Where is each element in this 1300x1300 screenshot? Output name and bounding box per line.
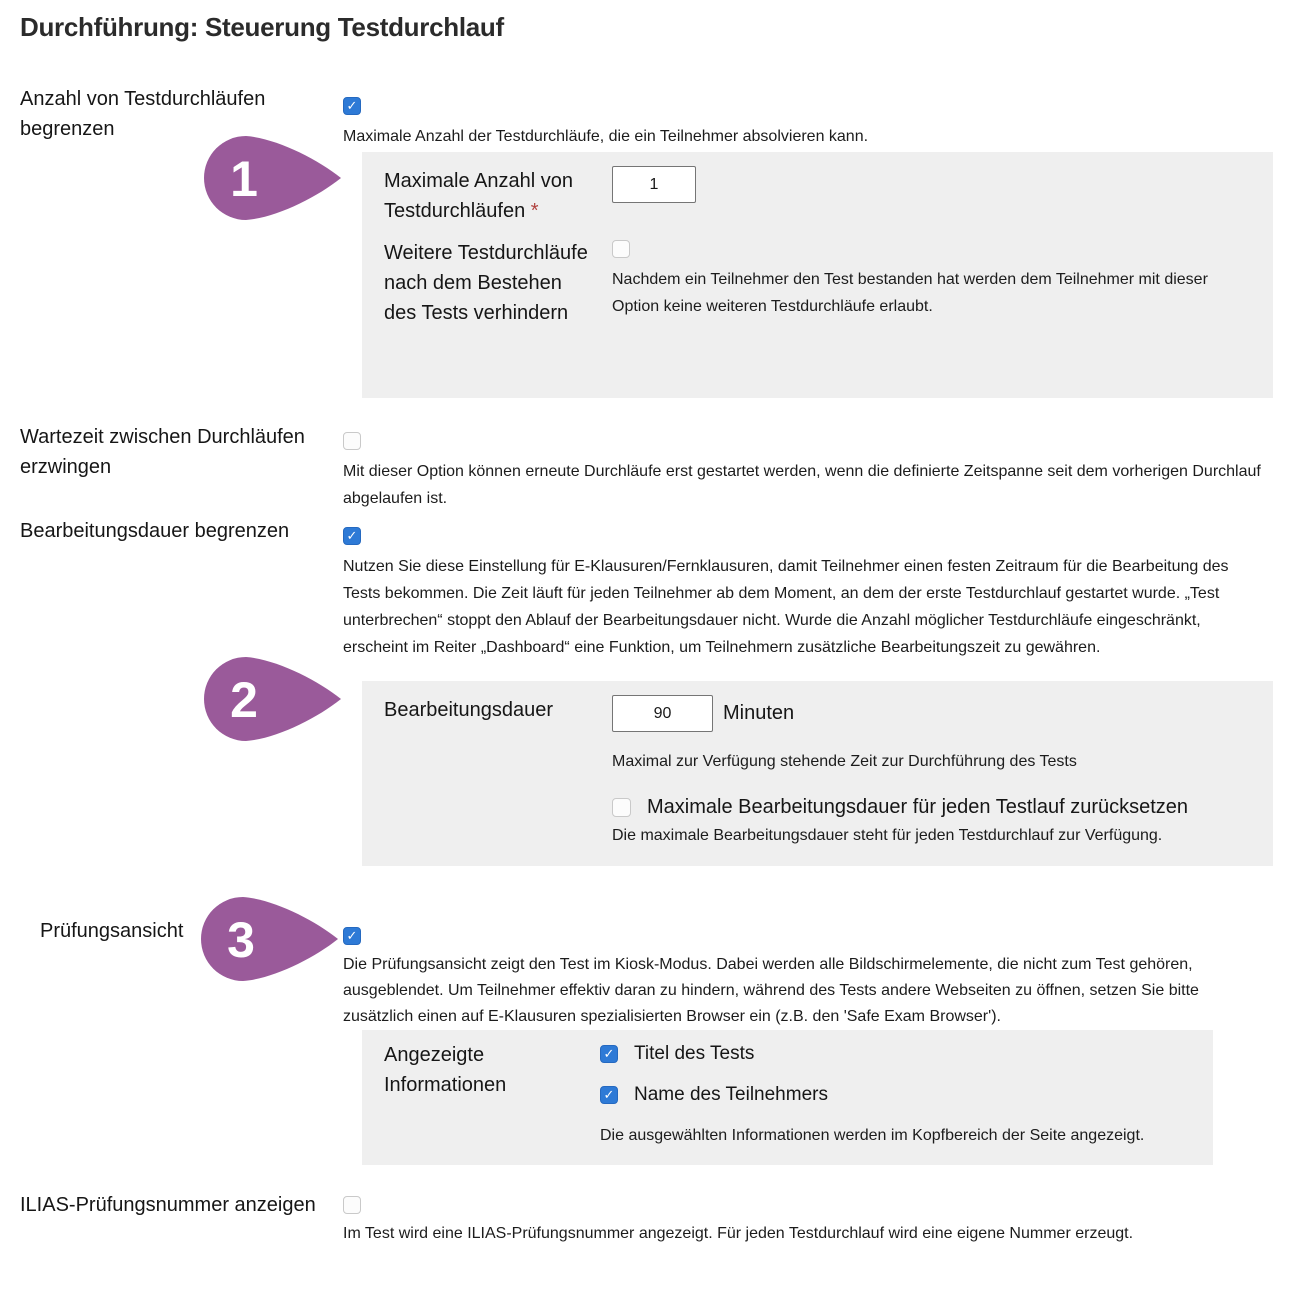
weitere-testdurchlaeufe-label: Weitere Testdurchläufe nach dem Bestehen des Tests verhindern (384, 242, 588, 324)
teardrop-pointer-icon (204, 136, 341, 220)
angezeigte-informationen-hint: Die ausgewählten Informationen werden im Kopfbereich der Seite angezeigt. (600, 1127, 1145, 1144)
teardrop-pointer-icon (201, 897, 338, 981)
pruefungsnummer-checkbox[interactable] (343, 1196, 361, 1214)
content-pruefungsnummer (343, 1190, 1265, 1247)
bearbeitungsdauer-checkbox[interactable] (343, 527, 361, 545)
wartezeit-description: Mit dieser Option können erneute Durchläufe erst gestartet werden, wenn die definierte Zeitspanne seit dem vorherigen Durchlauf abgelaufen ist. (343, 463, 1261, 507)
titel-des-tests-label: Titel des Tests (634, 1043, 755, 1064)
titel-des-tests-checkbox[interactable] (600, 1045, 618, 1063)
bearbeitungsdauer-description: Nutzen Sie diese Einstellung für E-Klausuren/Fernklausuren, damit Teilnehmer einen festen Zeitraum für die Bearbeitung des Tests bekommen. Die Zeit läuft für jeden Teilnehmer ab dem Moment, an dem der erste Testdurchlauf gestartet wurde. „Test unterbrechen“ stoppt den Ablauf der Bearbeitungsdauer nicht. Wurde die Anzahl möglicher Testdurchläufe eingeschränkt, erscheint im Reiter „Dashboard“ eine Funktion, um Teilnehmern zusätzliche Bearbeitungszeit zu gewähren. (343, 558, 1229, 656)
annotation-number: 1 (230, 151, 258, 207)
content-wartezeit (343, 422, 1265, 512)
teardrop-pointer-icon (204, 657, 341, 741)
label-bearbeitungsdauer: Bearbeitungsdauer begrenzen (20, 520, 290, 542)
annotation-number: 3 (227, 912, 255, 968)
annotation-badge-3 (200, 896, 340, 982)
required-asterisk: * (530, 200, 539, 222)
weitere-testdurchlaeufe-checkbox[interactable] (612, 240, 630, 258)
annotation-number: 2 (230, 672, 258, 728)
angezeigte-informationen-label: Angezeigte Informationen (384, 1044, 507, 1096)
content-pruefungsansicht (343, 916, 1265, 1030)
angezeigte-informationen-subpanel (362, 1030, 1213, 1165)
anzahl-begrenzen-description: Maximale Anzahl der Testdurchläufe, die ein Teilnehmer absolvieren kann. (343, 128, 869, 145)
content-anzahl-testdurchlaeufe (343, 84, 1265, 150)
label-pruefungsnummer: ILIAS-Prüfungsnummer anzeigen (20, 1194, 316, 1216)
anzahl-subpanel (362, 152, 1273, 398)
bearbeitungsdauer-subpanel (362, 681, 1273, 866)
anzahl-begrenzen-checkbox[interactable] (343, 97, 361, 115)
weitere-testdurchlaeufe-description: Nachdem ein Teilnehmer den Test bestanden hat werden dem Teilnehmer mit dieser Option keine weiteren Testdurchläufe erlaubt. (612, 271, 1208, 315)
minuten-unit-label: Minuten (723, 702, 795, 724)
label-wartezeit: Wartezeit zwischen Durchläufen erzwingen (20, 426, 305, 478)
bearbeitungsdauer-reset-hint: Die maximale Bearbeitungsdauer steht für jeden Testdurchlauf zur Verfügung. (612, 827, 1163, 844)
content-bearbeitungsdauer (343, 516, 1265, 661)
bearbeitungsdauer-field-label: Bearbeitungsdauer (384, 699, 554, 721)
pruefungsnummer-description: Im Test wird eine ILIAS-Prüfungsnummer angezeigt. Für jeden Testdurchlauf wird eine eigene Nummer erzeugt. (343, 1225, 1134, 1242)
pruefungsansicht-checkbox[interactable] (343, 927, 361, 945)
bearbeitungsdauer-reset-checkbox[interactable] (612, 798, 631, 817)
max-anzahl-input[interactable] (612, 166, 696, 203)
annotation-badge-1 (203, 135, 343, 221)
label-anzahl-testdurchlaeufe: Anzahl von Testdurchläufen begrenzen (20, 88, 266, 140)
wartezeit-checkbox[interactable] (343, 432, 361, 450)
name-des-teilnehmers-checkbox[interactable] (600, 1086, 618, 1104)
pruefungsansicht-description: Die Prüfungsansicht zeigt den Test im Kiosk-Modus. Dabei werden alle Bildschirmelemente, die nicht zum Test gehören, ausgeblendet. Um Teilnehmer effektiv daran zu hindern, während des Tests andere Webseiten zu öffnen, setzen Sie bitte zusätzlich einen auf E-Klausuren spezialisierten Browser ein (z.B. den 'Safe Exam Browser'). (343, 956, 1199, 1025)
bearbeitungsdauer-hint: Maximal zur Verfügung stehende Zeit zur Durchführung des Tests (612, 753, 1077, 770)
max-anzahl-label: Maximale Anzahl von Testdurchläufen * (384, 170, 573, 222)
annotation-badge-2 (203, 656, 343, 742)
bearbeitungsdauer-input[interactable] (612, 695, 713, 732)
label-pruefungsansicht: Prüfungsansicht (40, 920, 184, 942)
name-des-teilnehmers-label: Name des Teilnehmers (634, 1084, 828, 1105)
bearbeitungsdauer-reset-label: Maximale Bearbeitungsdauer für jeden Testlauf zurücksetzen (647, 796, 1189, 818)
page-title: Durchführung: Steuerung Testdurchlauf (20, 12, 504, 42)
